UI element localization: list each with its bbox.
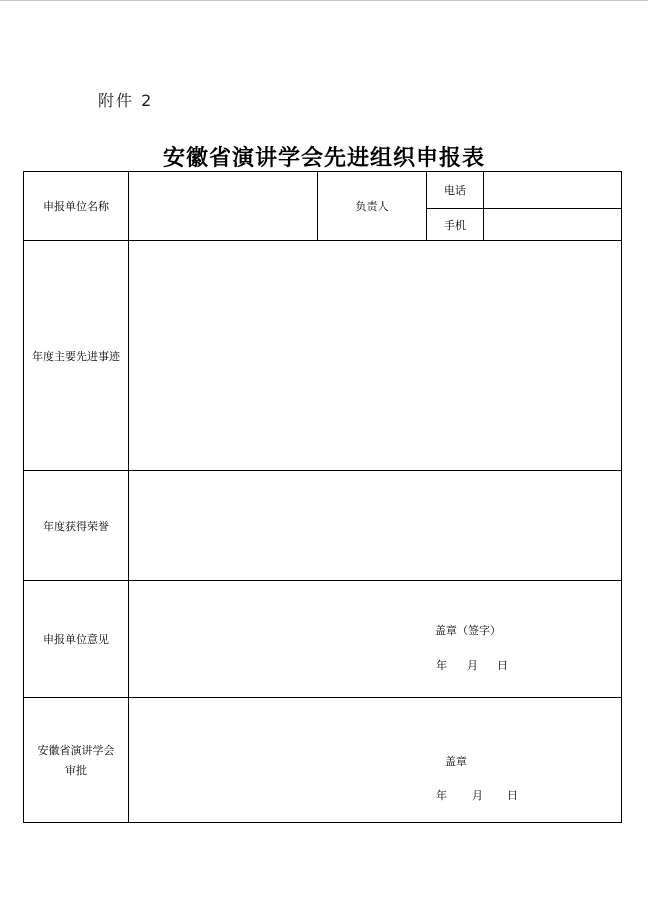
unit-date-line [436,657,508,673]
unit-opinion-label: 申报单位意见 [24,581,129,698]
unit-date-day: 日 [497,659,508,672]
society-date-month: 月 [472,789,483,802]
society-date-day: 日 [507,789,518,802]
society-date-line [436,787,518,803]
unit-seal-text: 盖章（签字） [435,624,501,637]
honors-label: 年度获得荣誉 [24,471,129,581]
page-top-border [0,0,648,1]
society-approval-label-line1: 安徽省演讲学会 [37,744,115,757]
unit-name-field[interactable] [129,172,318,241]
unit-date-month: 月 [467,659,478,672]
society-approval-label-line2: 审批 [65,764,87,777]
phone-label: 电话 [427,172,484,209]
honors-field[interactable] [129,471,622,581]
deeds-field[interactable] [129,241,622,471]
unit-date-year: 年 [436,659,447,672]
mobile-field[interactable] [484,209,622,241]
phone-field[interactable] [484,172,622,209]
application-form-table [23,171,622,823]
society-seal-text: 盖章 [445,755,467,768]
society-date-year: 年 [436,789,447,802]
society-approval-label [24,698,129,823]
leader-label: 负责人 [318,172,427,241]
unit-opinion-field[interactable] [129,581,622,698]
society-approval-field[interactable] [129,698,622,823]
form-title: 安徽省演讲学会先进组织申报表 [162,146,485,171]
mobile-label: 手机 [427,209,484,241]
deeds-label: 年度主要先进事迹 [24,241,129,471]
attachment-label: 附件 2 [98,91,154,110]
unit-name-label: 申报单位名称 [24,172,129,241]
